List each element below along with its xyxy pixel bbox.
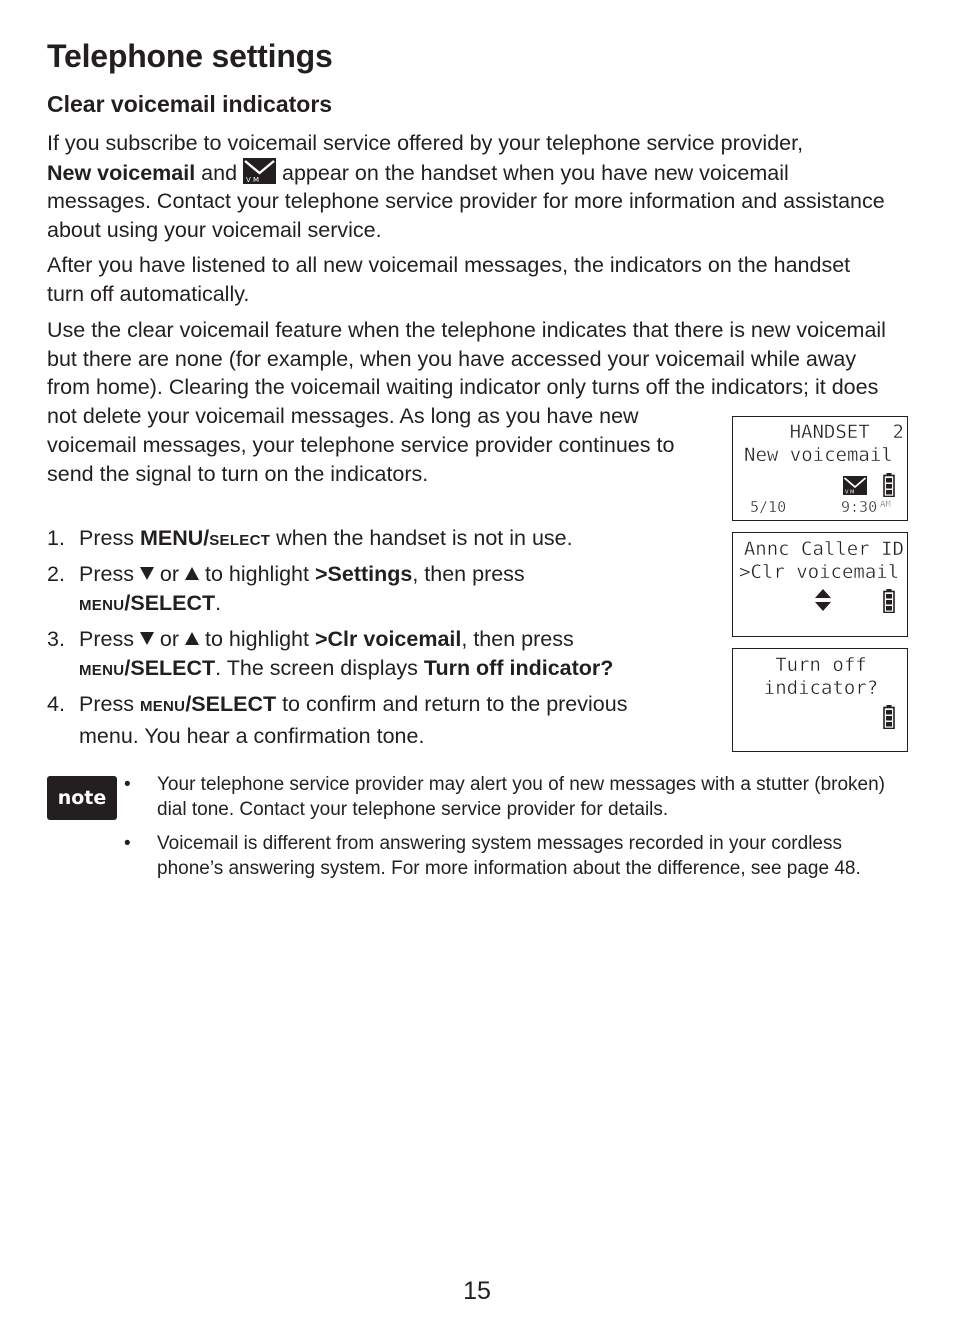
- menu-key-label: MENU: [79, 661, 125, 679]
- intro-p1-and: and: [201, 160, 238, 185]
- up-down-arrow-icon: [815, 589, 831, 611]
- bullet-mark: •: [124, 774, 131, 795]
- menu-key-label: MENU: [139, 698, 186, 715]
- down-arrow-icon: [140, 632, 154, 645]
- handset-screen-clr-voicemail: [732, 532, 908, 637]
- note-bullet-2: Voicemail is different from answering system messages recorded in your cordless phone’s answering system. For more information about the difference, see page 48.: [157, 833, 861, 879]
- step-number: 1.: [47, 526, 65, 550]
- select-key-label: /SELECT: [185, 692, 277, 716]
- handset-screen-turn-off-indicator: [732, 648, 908, 752]
- settings-menu-label: >Settings: [314, 562, 413, 586]
- intro-paragraph-3-line: not delete your voicemail messages. As long as you have new: [47, 404, 639, 429]
- svg-text:V M: V M: [246, 175, 260, 184]
- section-title: Clear voicemail indicators: [47, 91, 333, 117]
- step-number: 3.: [47, 627, 65, 651]
- svg-text:V M: V M: [845, 489, 855, 495]
- step-text-part: .: [215, 590, 222, 615]
- screen-line-1: HANDSET 2: [789, 421, 904, 443]
- step-text-part: Press: [79, 526, 140, 550]
- step-text-part: to highlight: [199, 627, 315, 651]
- note-badge: note: [47, 776, 117, 820]
- up-arrow-icon: [185, 567, 199, 580]
- step-text-part: Press: [79, 627, 140, 651]
- step-text: [79, 625, 719, 685]
- clr-voicemail-label: >Clr voicemail: [314, 627, 462, 651]
- intro-paragraph-2: After you have listened to all new voicemail messages, the indicators on the handset turn off automatically.: [47, 253, 851, 306]
- intro-p1-part-a: If you subscribe to voicemail service offered by your telephone service provider,: [47, 131, 804, 155]
- step-text-part: to confirm and return to the previous: [276, 692, 628, 716]
- intro-paragraph-3-line: voicemail messages, your telephone service provider continues to: [47, 432, 675, 457]
- select-key-label: SELECT: [209, 532, 271, 549]
- handset-screen-new-voicemail: [732, 416, 908, 521]
- screen-ampm: AM: [880, 500, 891, 510]
- page-title: Telephone settings: [47, 38, 333, 74]
- step-text-part: Press: [79, 692, 140, 716]
- step-text: [79, 524, 573, 556]
- step-text-part: . The screen displays: [215, 655, 424, 680]
- menu-key-label: MENU: [79, 596, 125, 614]
- step-number: 2.: [47, 562, 65, 586]
- screen-line-1: Turn off: [775, 654, 867, 676]
- bullet-mark: •: [124, 833, 131, 854]
- intro-paragraph-1: [47, 129, 897, 245]
- turn-off-indicator-label: Turn off indicator?: [423, 655, 614, 680]
- intro-paragraph-3-line: from home). Clearing the voicemail waiting indicator only turns off the indicators; it does: [47, 375, 879, 400]
- voicemail-envelope-icon: [843, 476, 867, 495]
- page-number: 15: [463, 1277, 491, 1305]
- select-key-label: /SELECT: [124, 590, 216, 615]
- step-text-part: to highlight: [199, 562, 315, 586]
- new-voicemail-term: New voicemail: [47, 160, 196, 185]
- step-number: 4.: [47, 692, 65, 716]
- step-text-part: when the handset is not in use.: [270, 526, 573, 550]
- step-text: [79, 560, 699, 620]
- intro-paragraph-3-line: but there are none (for example, when you have accessed your voicemail while away: [47, 346, 857, 371]
- intro-paragraph-3-line: Use the clear voicemail feature when the telephone indicates that there is new voicemail: [47, 318, 886, 342]
- screen-line-2: >Clr voicemail: [739, 561, 900, 583]
- step-text-part: or: [153, 627, 186, 651]
- step-text-part: or: [153, 562, 186, 586]
- battery-icon: [883, 705, 895, 729]
- note-bullet-1: Your telephone service provider may alert you of new messages with a stutter (broken) dial tone. Contact your telephone service provider for details.: [157, 774, 885, 820]
- step-text-part: Press: [79, 562, 140, 586]
- intro-paragraph-3-line: send the signal to turn on the indicators.: [47, 461, 429, 486]
- step-text-part: menu. You hear a confirmation tone.: [79, 723, 425, 748]
- screen-time: 9:30: [841, 498, 878, 516]
- battery-icon: [883, 473, 895, 497]
- down-arrow-icon: [140, 567, 154, 580]
- step-text-part: , then press: [461, 627, 574, 651]
- screen-date: 5/10: [750, 498, 787, 516]
- menu-key-label: MENU/: [139, 526, 210, 550]
- battery-icon: [883, 589, 895, 613]
- step-text: [79, 690, 719, 750]
- voicemail-envelope-icon: [243, 158, 276, 184]
- intro-p1-part-b: appear on the handset when you have new voicemail messages. Contact your telephone service provider for more information and assistance about using your voicemail service.: [47, 160, 885, 243]
- step-text-part: , then press: [412, 562, 525, 586]
- screen-line-2: indicator?: [763, 677, 879, 699]
- up-arrow-icon: [185, 632, 199, 645]
- select-key-label: /SELECT: [124, 655, 216, 680]
- screen-line-2: New voicemail: [744, 444, 893, 466]
- screen-line-1: Annc Caller ID: [743, 538, 904, 560]
